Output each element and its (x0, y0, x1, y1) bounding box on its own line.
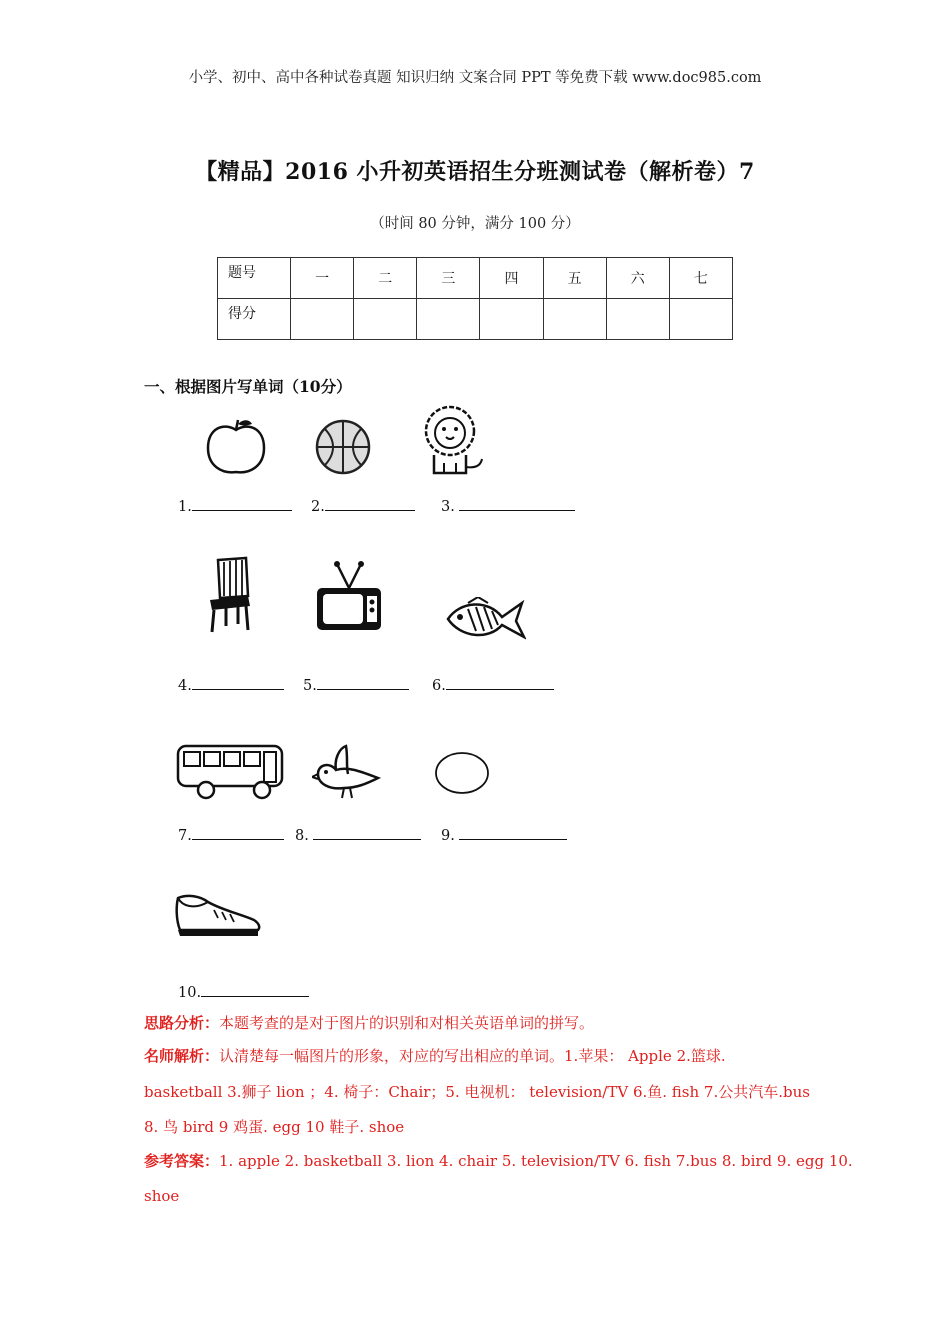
score-table-col: 一 (291, 258, 354, 299)
answer-blank[interactable] (178, 825, 284, 844)
chair-icon (206, 556, 254, 634)
answer-blank[interactable] (178, 982, 309, 1001)
score-cell[interactable] (606, 299, 669, 340)
score-table-score-row (218, 299, 733, 340)
score-cell[interactable] (480, 299, 543, 340)
question-number: 3. (441, 499, 455, 515)
apple-icon (204, 416, 268, 478)
score-table-col: 六 (606, 258, 669, 299)
answer-line[interactable] (325, 496, 415, 511)
answer-line: shoe (144, 1187, 180, 1205)
bird-icon (312, 744, 382, 802)
egg-icon (434, 751, 490, 795)
exam-info: （时间 80 分钟，满分 100 分） (370, 216, 580, 232)
question-number: 8. (295, 828, 309, 844)
score-table-col: 七 (669, 258, 732, 299)
question-number: 2. (311, 499, 325, 515)
score-table-col: 四 (480, 258, 543, 299)
answer-blank[interactable] (432, 675, 554, 694)
fish-icon (444, 597, 526, 641)
answer-line[interactable] (313, 825, 421, 840)
idea-label: 思路分析： (144, 1014, 220, 1032)
question-number: 4. (178, 678, 192, 694)
answer-blank[interactable] (303, 675, 409, 694)
answer-blank[interactable] (295, 825, 421, 844)
score-table-label: 题号 (218, 258, 291, 299)
score-cell[interactable] (354, 299, 417, 340)
bus-icon (176, 744, 284, 800)
reference-answer (144, 1150, 853, 1171)
score-table (217, 257, 733, 340)
teacher-label: 名师解析： (144, 1047, 220, 1065)
answer-line[interactable] (192, 496, 292, 511)
score-cell[interactable] (669, 299, 732, 340)
question-number: 7. (178, 828, 192, 844)
answer-line[interactable] (201, 982, 309, 997)
shoe-icon (174, 888, 262, 942)
lion-icon (420, 403, 488, 477)
score-table-header-row (218, 258, 733, 299)
answer-blank[interactable] (178, 496, 292, 515)
score-cell[interactable] (417, 299, 480, 340)
idea-analysis (144, 1012, 594, 1033)
answer-blank[interactable] (441, 825, 567, 844)
score-table-col: 三 (417, 258, 480, 299)
score-table-label: 得分 (218, 299, 291, 340)
question-number: 9. (441, 828, 455, 844)
question-number: 5. (303, 678, 317, 694)
page-title: 【精品】2016 小升初英语招生分班测试卷（解析卷）7 (195, 159, 755, 185)
answer-line[interactable] (192, 825, 284, 840)
answer-line[interactable] (192, 675, 284, 690)
teacher-line: 8. 鸟 bird 9 鸡蛋. egg 10 鞋子. shoe (144, 1118, 405, 1136)
score-table-col: 五 (543, 258, 606, 299)
answer-line[interactable] (446, 675, 554, 690)
score-cell[interactable] (291, 299, 354, 340)
answer-label: 参考答案： (144, 1152, 220, 1170)
page-header: 小学、初中、高中各种试卷真题 知识归纳 文案合同 PPT 等免费下载 www.doc985.com (188, 70, 762, 86)
answer-blank[interactable] (311, 496, 415, 515)
section-heading: 一、根据图片写单词（10分） (144, 377, 352, 396)
answer-blank[interactable] (178, 675, 284, 694)
teacher-analysis (144, 1045, 726, 1066)
idea-text: 本题考查的是对于图片的识别和对相关英语单词的拼写。 (219, 1014, 595, 1032)
answer-blank[interactable] (441, 496, 575, 515)
answer-line[interactable] (459, 825, 567, 840)
teacher-line: 认清楚每一幅图片的形象，对应的写出相应的单词。1.苹果： Apple 2.篮球. (219, 1047, 726, 1065)
answer-line[interactable] (317, 675, 409, 690)
teacher-line: basketball 3.狮子 lion ；4. 椅子：Chair；5. 电视机： television/TV 6.鱼. fish 7.公共汽车.bus (144, 1083, 810, 1101)
score-table-col: 二 (354, 258, 417, 299)
question-number: 10. (178, 985, 202, 1001)
question-number: 1. (178, 499, 192, 515)
answer-line[interactable] (459, 496, 575, 511)
question-number: 6. (432, 678, 446, 694)
television-icon (315, 560, 383, 634)
answer-line: 1. apple 2. basketball 3. lion 4. chair 5. television/TV 6. fish 7.bus 8. bird 9. egg 10. (219, 1152, 853, 1170)
score-cell[interactable] (543, 299, 606, 340)
basketball-icon (314, 418, 372, 476)
